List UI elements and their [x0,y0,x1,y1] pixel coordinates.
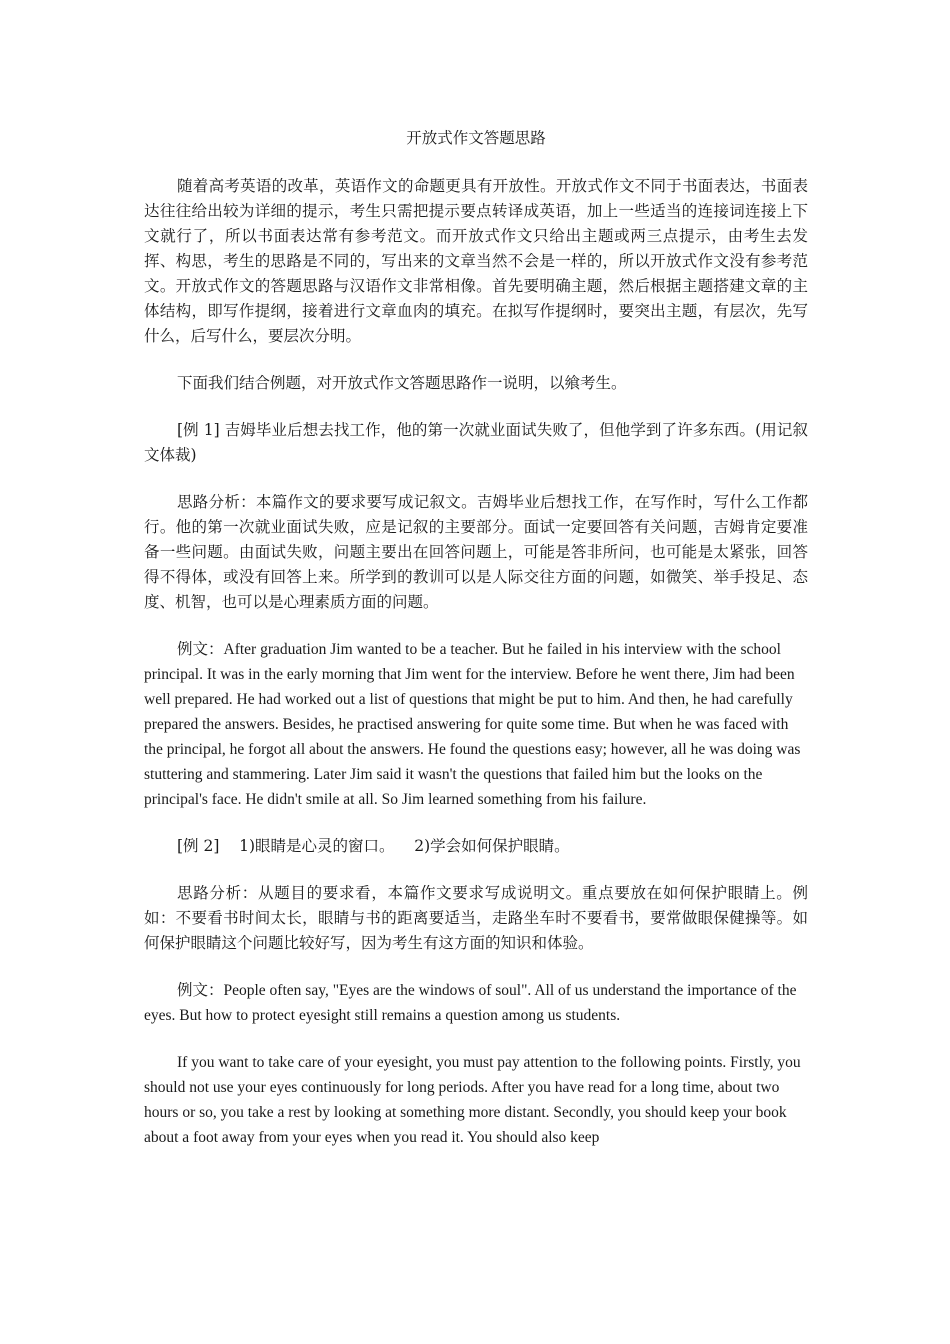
paragraph-example-1-essay: 例文：After graduation Jim wanted to be a teacher. But he failed in his interview with the school principal. It was in the early morning that Jim went for the interview. Before he went there, Jim had been well prepared. He had worked out a list of questions that might be put to him. And then, he had carefully prepared the answers. Besides, he practised answering for quite some time. But when he was faced with the principal, he forgot all about the answers. He found the questions easy; however, all he was doing was stuttering and stammering. Later Jim said it wasn't the questions that failed him but the looks on the principal's face. He didn't smile at all. So Jim learned something from his failure. [144,641,801,808]
paragraph-example-2-prompt: [例 2] 1)眼睛是心灵的窗口。 2)学会如何保护眼睛。 [177,837,570,855]
paragraph-intro: 随着高考英语的改革，英语作文的命题更具有开放性。开放式作文不同于书面表达，书面表达往往给出较为详细的提示，考生只需把提示要点转译成英语，加上一些适当的连接词连接上下文就行了，所以书面表达常有参考范文。而开放式作文只给出主题或两三点提示，由考生去发挥、构思，考生的思路是不同的，写出来的文章当然不会是一样的，所以开放式作文没有参考范文。开放式作文的答题思路与汉语作文非常相像。首先要明确主题，然后根据主题搭建文章的主体结构，即写作提纲，接着进行文章血肉的填充。在拟写作提纲时，要突出主题，有层次，先写什么，后写什么，要层次分明。 [144,177,808,345]
document-title: 开放式作文答题思路 [406,129,546,147]
paragraph-example-2-essay-intro: 例文：People often say, "Eyes are the windows of soul". All of us understand the importance of the eyes. But how to protect eyesight still remains a question among us students. [144,982,797,1024]
paragraph-example-1-prompt: [例 1] 吉姆毕业后想去找工作，他的第一次就业面试失败了，但他学到了许多东西。(用记叙文体裁) [144,421,808,464]
document-page [144,126,808,1150]
paragraph-example-1-analysis: 思路分析：本篇作文的要求要写成记叙文。吉姆毕业后想找工作，在写作时，写什么工作都行。他的第一次就业面试失败，应是记叙的主要部分。面试一定要回答有关问题，吉姆肯定要准备一些问题。由面试失败，问题主要出在回答问题上，可能是答非所问，也可能是太紧张，回答得不得体，或没有回答上来。所学到的教训可以是人际交往方面的问题，如微笑、举手投足、态度、机智，也可以是心理素质方面的问题。 [144,493,808,611]
paragraph-example-2-essay-body: If you want to take care of your eyesight, you must pay attention to the following points. Firstly, you should not use your eyes continuously for long periods. After you have read for a long time, about two hours or so, you take a rest by looking at something more distant. Secondly, you should keep your book about a foot away from your eyes when you read it. You should also keep [144,1054,801,1146]
paragraph-transition: 下面我们结合例题，对开放式作文答题思路作一说明，以飨考生。 [177,374,627,392]
paragraph-example-2-analysis: 思路分析：从题目的要求看，本篇作文要求写成说明文。重点要放在如何保护眼睛上。例如：不要看书时间太长，眼睛与书的距离要适当，走路坐车时不要看书，要常做眼保健操等。如何保护眼睛这个问题比较好写，因为考生有这方面的知识和体验。 [144,884,808,952]
